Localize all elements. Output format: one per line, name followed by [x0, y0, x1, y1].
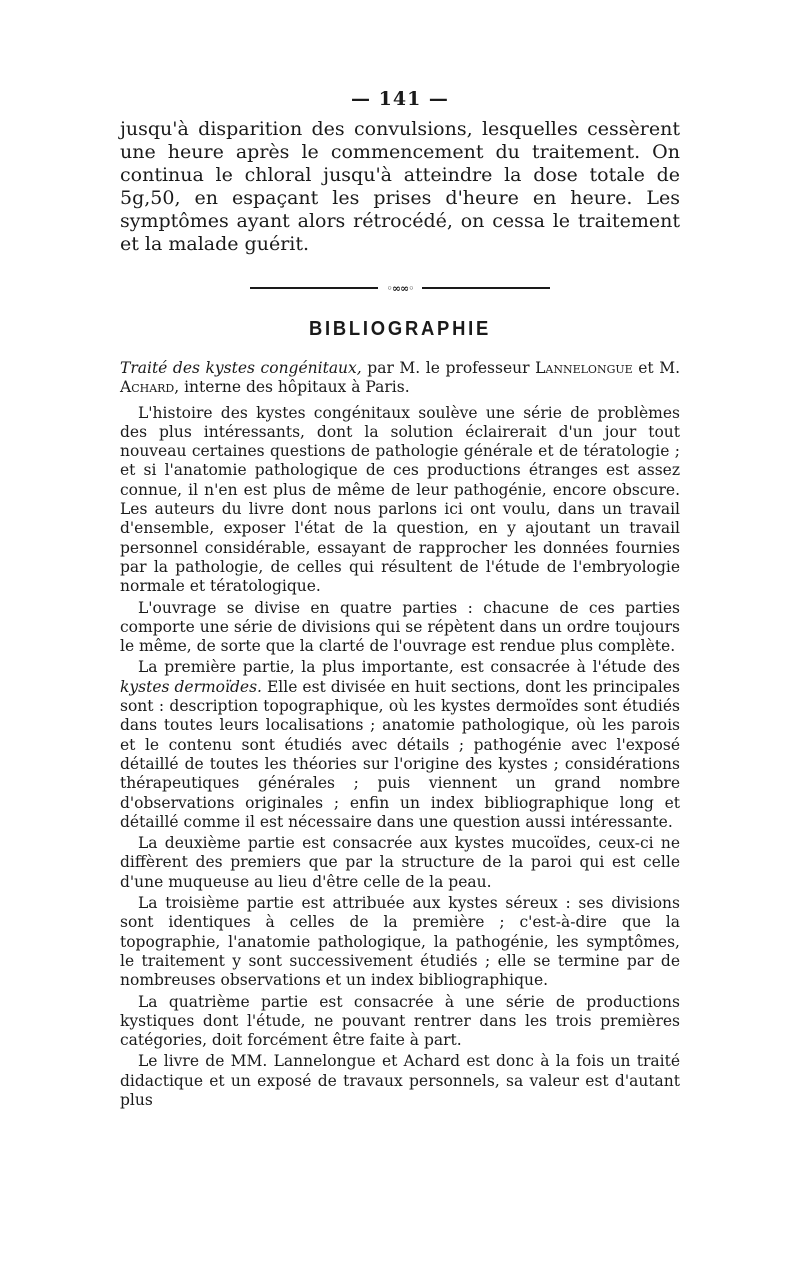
divider-line-right [422, 287, 550, 289]
part-one-text-a: La première partie, la plus importante, est consacrée à l'étude des [138, 658, 680, 677]
review-body [120, 359, 680, 1110]
paragraph-part-two: La deuxième partie est consacrée aux kystes mucoïdes, ceux-ci ne diffèrent des premiers que par la structure de la paroi qui est celle d'une muqueuse au lieu d'être celle de la peau. [120, 834, 680, 891]
intro-paragraph: jusqu'à disparition des convulsions, lesquelles cessèrent une heure après le commencement du traitement. On continua le chloral jusqu'à atteindre la dose totale de 5g,50, en espaçant les prises d'heure en heure. Les symptômes ayant alors rétrocédé, on cessa le traitement et la malade guérit. [120, 118, 680, 255]
citation-text-2: et M. [632, 359, 681, 377]
paragraph-structure: L'ouvrage se divise en quatre parties : chacune de ces parties comporte une série de divisions qui se répètent dans un ordre toujours le même, de sorte que la clarté de l'ouvrage est rendue plus complète. [120, 598, 680, 656]
section-heading: BIBLIOGRAPHIE [308, 318, 492, 340]
divider-line-left [250, 287, 378, 289]
author-achard: Achard [120, 378, 175, 397]
citation-text-1: par M. le professeur [361, 359, 536, 377]
paragraph-part-four: La quatrième partie est consacrée à une série de productions kystiques dont l'étude, ne pouvant rentrer dans les trois premières catégories, doit forcément être faite à part. [120, 992, 680, 1050]
citation-text-3: , interne des hôpitaux à Paris. [174, 378, 410, 397]
book-title: Traité des kystes congénitaux, [120, 359, 362, 377]
section-divider [250, 282, 550, 294]
divider-ornament: ◦∞∞◦ [386, 281, 414, 295]
part-one-emphasis: kystes dermoïdes. [120, 677, 262, 696]
author-lannelongue: Lannelongue [535, 359, 633, 377]
paragraph-part-one [120, 658, 680, 832]
part-one-text-b: Elle est divisée en huit sections, dont les principales sont : description topographique, où les kystes dermoïdes sont étudiés dans toutes leurs localisations ; anatomie pathologique, où les parois et le contenu sont étudiés avec détails ; pathogénie avec l'exposé détaillé de toutes les théories sur l'origine des kystes ; considérations thérapeutiques générales ; puis viennent un grand nombre d'observations originales ; enfin un index bibliographique long et détaillé comme il est nécessaire dans une question aussi intéressante. [120, 677, 680, 831]
page-number: — 141 — [351, 88, 449, 110]
paragraph-history: L'histoire des kystes congénitaux soulève une série de problèmes des plus intéressants, dont la solution éclairerait d'un jour tout nouveau certaines questions de pathologie générale et de tératologie ; et si l'anatomie pathologique de ces productions étranges est assez connue, il n'en est plus de même de leur pathogénie, encore obscure. Les auteurs du livre dont nous parlons ici ont voulu, dans un travail d'ensemble, exposer l'état de la question, en y ajoutant un travail personnel considérable, essayant de rapprocher les données fournies par la pathologie, de celles qui résultent de l'étude de l'embryologie normale et tératologique. [120, 403, 680, 596]
paragraph-part-three: La troisième partie est attribuée aux kystes séreux : ses divisions sont identiques à celles de la première ; c'est-à-dire que la topographie, l'anatomie pathologique, la pathogénie, les symptômes, le traitement y sont successivement étudiés ; elle se termine par de nombreuses observations et un index bibliographique. [120, 894, 680, 990]
citation [120, 359, 680, 398]
intro-section [120, 118, 680, 256]
paragraph-conclusion: Le livre de MM. Lannelongue et Achard est donc à la fois un traité didactique et un exposé de travaux personnels, sa valeur est d'autant plus [120, 1052, 680, 1109]
page-content [120, 88, 680, 1110]
